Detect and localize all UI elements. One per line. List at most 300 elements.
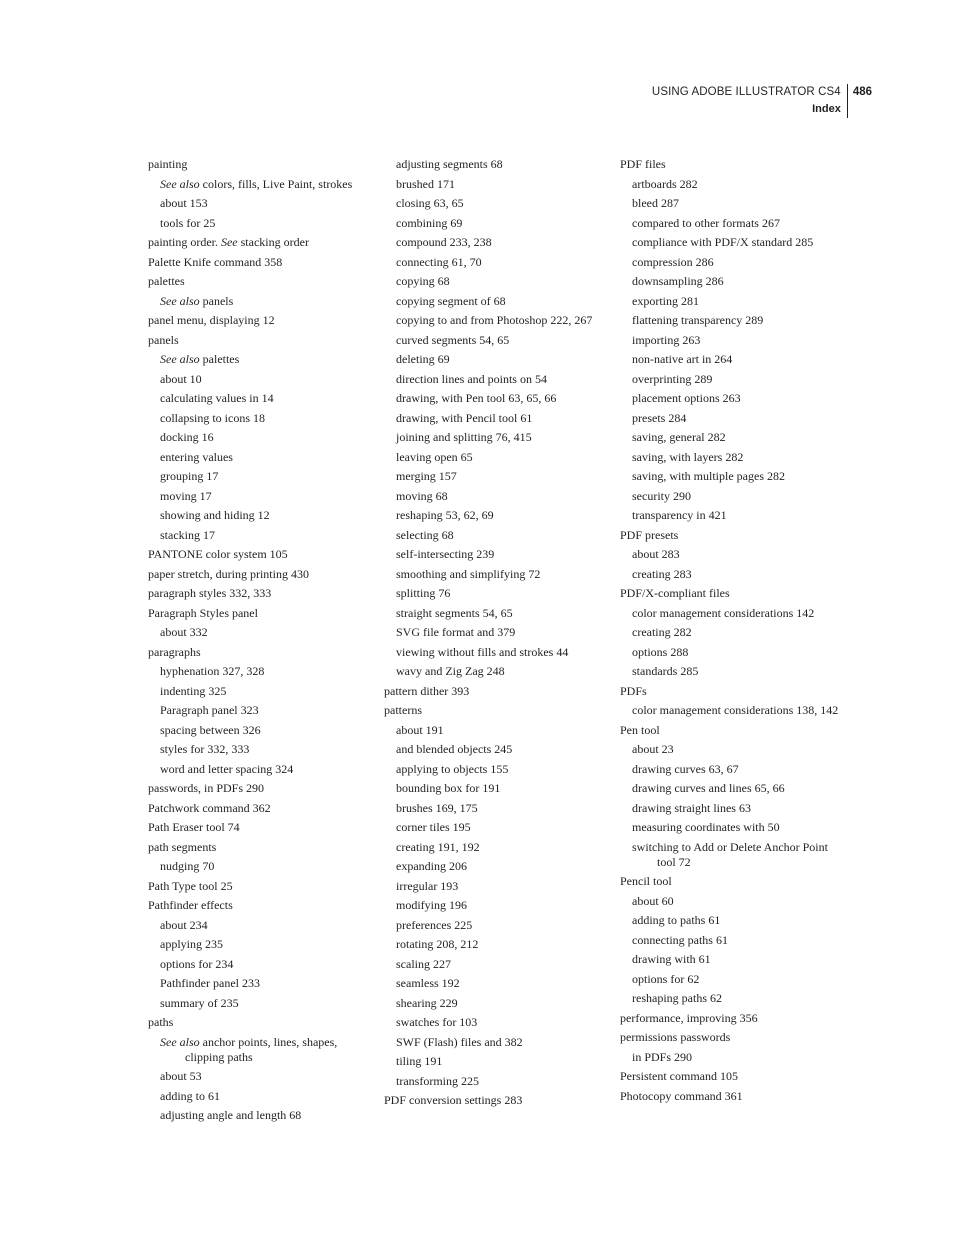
entry-text: Persistent command 105 [620, 1069, 738, 1083]
entry-text: patterns [384, 703, 422, 717]
index-entry [384, 840, 608, 855]
see-label: See [220, 235, 238, 249]
entry-text: Pathfinder panel 233 [160, 976, 260, 990]
entry-text: about 191 [396, 722, 444, 737]
entry-text: corner tiles 195 [396, 820, 471, 834]
index-entry [384, 255, 608, 270]
entry-text: compound 233, 238 [396, 235, 492, 249]
index-entry [384, 294, 608, 309]
entry-text: adjusting segments 68 [396, 157, 503, 171]
index-entry [384, 216, 608, 231]
entry-text: Path Eraser tool 74 [148, 820, 240, 834]
index-entry [384, 177, 608, 192]
entry-text: artboards 282 [632, 176, 698, 191]
index-entry [384, 625, 608, 640]
index-entry [148, 1069, 368, 1084]
entry-text: tools for 25 [160, 215, 216, 230]
index-entry [620, 1089, 844, 1104]
index-entry [148, 723, 368, 738]
index-entry [148, 508, 368, 523]
entry-text: shearing 229 [396, 995, 458, 1010]
entry-text: compared to other formats 267 [632, 215, 780, 230]
index-entry [384, 820, 608, 835]
index-entry [148, 372, 368, 387]
see-also-label: See also [160, 176, 200, 191]
index-entry [148, 547, 368, 562]
index-entry [384, 313, 608, 328]
index-entry [148, 567, 368, 582]
index-entry [384, 586, 608, 601]
index-entry [620, 450, 844, 465]
entry-text: brushed 171 [396, 176, 455, 191]
index-entry [148, 430, 368, 445]
entry-text: styles for 332, 333 [160, 742, 250, 756]
index-entry [148, 606, 368, 621]
index-entry [148, 820, 368, 835]
index-entry [620, 684, 844, 699]
entry-text: nudging 70 [160, 859, 215, 873]
entry-text: permissions passwords [620, 1030, 731, 1044]
entry-text: drawing with 61 [632, 952, 711, 966]
entry-text: SVG file format and 379 [396, 625, 516, 639]
entry-text: applying 235 [160, 937, 223, 951]
entry-text: scaling 227 [396, 956, 451, 971]
index-entry [384, 411, 608, 426]
index-entry [620, 820, 844, 835]
entry-text: pattern dither 393 [384, 683, 470, 698]
index-entry [148, 801, 368, 816]
entry-text: measuring coordinates with 50 [632, 820, 780, 834]
entry-text: about 234 [160, 917, 208, 932]
entry-text: creating 282 [632, 625, 692, 639]
index-entry [384, 528, 608, 543]
index-entry [148, 1108, 368, 1123]
index-entry [620, 567, 844, 582]
index-entry [384, 274, 608, 289]
index-entry [620, 352, 844, 367]
index-entry [384, 781, 608, 796]
entry-text: indenting 325 [160, 683, 227, 698]
entry-text: and blended objects 245 [396, 742, 513, 756]
entry-text: presets 284 [632, 410, 687, 425]
index-entry [384, 859, 608, 874]
index-entry [620, 411, 844, 426]
entry-text: PDFs [620, 683, 647, 698]
entry-text: compression 286 [632, 254, 714, 269]
index-entry [148, 742, 368, 757]
entry-text: merging 157 [396, 469, 457, 483]
index-entry [620, 781, 844, 796]
index-entry [620, 762, 844, 777]
entry-text: anchor points, lines, shapes, clipping paths [185, 1034, 338, 1064]
entry-text: smoothing and simplifying 72 [396, 566, 541, 581]
entry-text: reshaping 53, 62, 69 [396, 508, 494, 522]
index-entry [620, 1030, 844, 1045]
index-entry [620, 1050, 844, 1065]
index-entry [384, 645, 608, 660]
entry-text: exporting 281 [632, 293, 699, 308]
index-entry [384, 567, 608, 582]
index-entry [620, 177, 844, 192]
index-entry [148, 313, 368, 328]
index-entry [620, 235, 844, 250]
entry-text: copying to and from Photoshop 222, 267 [396, 313, 593, 327]
index-entry [620, 723, 844, 738]
entry-text: standards 285 [632, 664, 699, 678]
entry-text: bleed 287 [632, 196, 679, 210]
index-entry [384, 430, 608, 445]
entry-text: drawing, with Pen tool 63, 65, 66 [396, 391, 557, 405]
index-column-3 [620, 157, 844, 1108]
entry-text: grouping 17 [160, 469, 219, 483]
index-entry [384, 157, 608, 172]
entry-text: panels [148, 332, 179, 347]
index-entry [148, 976, 368, 991]
index-entry [384, 391, 608, 406]
see-also-label: See also [160, 1034, 200, 1049]
index-entry [620, 294, 844, 309]
entry-text: word and letter spacing 324 [160, 761, 294, 776]
entry-text: stacking 17 [160, 527, 215, 542]
index-entry [148, 352, 368, 367]
entry-text: summary of 235 [160, 995, 239, 1010]
index-entry [384, 235, 608, 250]
entry-text: modifying 196 [396, 898, 467, 912]
entry-text: Photocopy command 361 [620, 1088, 743, 1103]
index-entry [148, 489, 368, 504]
index-entry [148, 703, 368, 718]
entry-text: panels [199, 293, 234, 308]
index-entry [620, 645, 844, 660]
index-entry [148, 411, 368, 426]
entry-text: tiling 191 [396, 1054, 443, 1068]
index-entry [384, 606, 608, 621]
index-entry [620, 528, 844, 543]
index-entry [384, 489, 608, 504]
entry-text: PDF conversion settings 283 [384, 1093, 523, 1107]
see-also-label: See also [160, 352, 200, 366]
index-entry [620, 972, 844, 987]
index-entry [148, 918, 368, 933]
index-entry [148, 879, 368, 894]
index-entry [148, 177, 368, 192]
page-number: 486 [852, 86, 872, 98]
entry-text: palettes [148, 274, 185, 288]
index-entry [620, 508, 844, 523]
entry-text: viewing without fills and strokes 44 [396, 644, 569, 659]
index-entry [620, 894, 844, 909]
index-entry [620, 952, 844, 967]
entry-text: Paragraph Styles panel [148, 605, 258, 620]
entry-text: flattening transparency 289 [632, 313, 764, 327]
index-entry [148, 840, 368, 855]
entry-text: options for 234 [160, 956, 234, 971]
entry-text: about 60 [632, 893, 674, 908]
index-entry [620, 489, 844, 504]
entry-text: combining 69 [396, 215, 463, 230]
index-entry [384, 1035, 608, 1050]
index-entry [384, 703, 608, 718]
entry-text: Path Type tool 25 [148, 878, 233, 893]
entry-text: calculating values in 14 [160, 391, 274, 405]
index-entry [148, 157, 368, 172]
entry-text: moving 17 [160, 488, 212, 503]
index-entry [620, 586, 844, 601]
index-entry [620, 606, 844, 621]
index-entry [384, 898, 608, 913]
index-entry [148, 1089, 368, 1104]
entry-text: adding to paths 61 [632, 913, 721, 927]
entry-text: direction lines and points on 54 [396, 371, 547, 386]
entry-text: curved segments 54, 65 [396, 332, 510, 347]
index-entry [620, 274, 844, 289]
index-entry [384, 372, 608, 387]
entry-text: wavy and Zig Zag 248 [396, 664, 505, 678]
index-entry [384, 723, 608, 738]
index-entry [384, 664, 608, 679]
index-entry [384, 684, 608, 699]
entry-text: painting order. [148, 235, 221, 249]
index-entry [148, 1035, 368, 1065]
entry-text: reshaping paths 62 [632, 991, 722, 1005]
index-entry [384, 918, 608, 933]
index-entry [384, 508, 608, 523]
entry-text: showing and hiding 12 [160, 508, 270, 522]
entry-text: switching to Add or Delete Anchor Point tool 72 [632, 839, 828, 869]
entry-text: PANTONE color system 105 [148, 547, 288, 561]
entry-text: transparency in 421 [632, 508, 727, 522]
entry-text: PDF presets [620, 527, 679, 542]
entry-text: color management considerations 138, 142 [632, 703, 839, 717]
entry-text: paragraphs [148, 644, 201, 659]
index-entry [620, 933, 844, 948]
entry-text: Pathfinder effects [148, 898, 233, 912]
entry-text: PDF/X-compliant files [620, 586, 730, 600]
index-entry [148, 586, 368, 601]
entry-text: drawing curves and lines 65, 66 [632, 781, 785, 795]
entry-text: paper stretch, during printing 430 [148, 566, 309, 581]
entry-text: creating 191, 192 [396, 839, 480, 854]
entry-text: hyphenation 327, 328 [160, 664, 265, 678]
index-entry [384, 976, 608, 991]
entry-text: transforming 225 [396, 1073, 479, 1088]
index-entry [620, 430, 844, 445]
index-entry [148, 684, 368, 699]
index-entry [620, 372, 844, 387]
entry-text: copying 68 [396, 274, 450, 288]
entry-text: brushes 169, 175 [396, 800, 478, 815]
index-entry [620, 313, 844, 328]
index-entry [620, 801, 844, 816]
index-entry [148, 1015, 368, 1030]
index-entry [384, 469, 608, 484]
entry-text: non-native art in 264 [632, 352, 733, 366]
entry-text: stacking order [237, 235, 309, 249]
entry-text: joining and splitting 76, 415 [396, 430, 532, 444]
index-entry [384, 879, 608, 894]
index-entry [384, 1093, 608, 1108]
index-entry [384, 957, 608, 972]
index-entry [148, 391, 368, 406]
entry-text: saving, with layers 282 [632, 449, 744, 464]
entry-text: closing 63, 65 [396, 196, 464, 210]
entry-text: overprinting 289 [632, 371, 713, 386]
entry-text: Patchwork command 362 [148, 800, 271, 815]
entry-text: rotating 208, 212 [396, 937, 479, 951]
entry-text: connecting 61, 70 [396, 254, 482, 269]
entry-text: saving, general 282 [632, 430, 726, 444]
entry-text: Pencil tool [620, 874, 672, 888]
index-entry [620, 874, 844, 889]
index-entry [384, 196, 608, 211]
index-column-2 [384, 157, 608, 1113]
index-entry [384, 352, 608, 367]
entry-text: drawing curves 63, 67 [632, 761, 739, 776]
index-entry [148, 937, 368, 952]
entry-text: paragraph styles 332, 333 [148, 586, 272, 600]
index-entry [620, 664, 844, 679]
entry-text: copying segment of 68 [396, 293, 506, 308]
entry-text: Paragraph panel 323 [160, 703, 259, 717]
index-entry [148, 762, 368, 777]
entry-text: SWF (Flash) files and 382 [396, 1034, 523, 1049]
entry-text: downsampling 286 [632, 274, 724, 288]
running-header [652, 84, 872, 118]
entry-text: options 288 [632, 644, 689, 659]
index-entry [148, 625, 368, 640]
header-text [652, 84, 847, 118]
entry-text: about 53 [160, 1069, 202, 1083]
index-entry [620, 196, 844, 211]
entry-text: passwords, in PDFs 290 [148, 781, 265, 795]
index-entry [148, 255, 368, 270]
index-entry [148, 196, 368, 211]
index-entry [620, 1069, 844, 1084]
entry-text: adjusting angle and length 68 [160, 1108, 302, 1122]
entry-text: selecting 68 [396, 527, 454, 542]
entry-text: docking 16 [160, 430, 214, 444]
entry-text: applying to objects 155 [396, 761, 509, 776]
entry-text: leaving open 65 [396, 449, 473, 464]
index-entry [620, 391, 844, 406]
index-entry [620, 840, 844, 870]
index-entry [620, 703, 844, 718]
index-entry [620, 625, 844, 640]
entry-text: in PDFs 290 [632, 1049, 693, 1064]
entry-text: security 290 [632, 488, 691, 503]
entry-text: Palette Knife command 358 [148, 254, 283, 269]
section-title: Index [812, 103, 841, 115]
index-entry [620, 547, 844, 562]
entry-text: creating 283 [632, 566, 692, 581]
entry-text: saving, with multiple pages 282 [632, 469, 785, 483]
entry-text: about 153 [160, 196, 208, 210]
entry-text: panel menu, displaying 12 [148, 313, 275, 327]
entry-text: preferences 225 [396, 917, 473, 932]
index-entry [148, 957, 368, 972]
entry-text: collapsing to icons 18 [160, 410, 265, 425]
index-column-1 [148, 157, 368, 1128]
index-entry [148, 235, 368, 250]
index-entry [148, 274, 368, 289]
entry-text: path segments [148, 839, 217, 854]
index-entry [384, 742, 608, 757]
entry-text: about 332 [160, 625, 208, 639]
entry-text: PDF files [620, 157, 666, 171]
index-entry [148, 645, 368, 660]
entry-text: spacing between 326 [160, 722, 261, 737]
entry-text: color management considerations 142 [632, 605, 815, 620]
see-also-label: See also [160, 293, 200, 308]
entry-text: options for 62 [632, 971, 700, 986]
index-entry [148, 450, 368, 465]
index-entry [620, 742, 844, 757]
entry-text: connecting paths 61 [632, 932, 728, 947]
entry-text: about 283 [632, 547, 680, 561]
entry-text: importing 263 [632, 332, 701, 347]
entry-text: painting [148, 157, 188, 171]
index-entry [148, 294, 368, 309]
index-entry [384, 762, 608, 777]
entry-text: moving 68 [396, 488, 448, 503]
entry-text: about 10 [160, 371, 202, 386]
index-entry [384, 1015, 608, 1030]
entry-text: splitting 76 [396, 586, 451, 600]
index-entry [148, 528, 368, 543]
entry-text: irregular 193 [396, 878, 459, 893]
index-entry [620, 333, 844, 348]
index-entry [148, 859, 368, 874]
entry-text: bounding box for 191 [396, 781, 501, 795]
index-entry [148, 333, 368, 348]
entry-text: adding to 61 [160, 1088, 220, 1103]
index-entry [384, 1054, 608, 1069]
entry-text: Pen tool [620, 722, 660, 737]
index-entry [148, 996, 368, 1011]
index-entry [384, 547, 608, 562]
entry-text: about 23 [632, 742, 674, 756]
index-entry [148, 664, 368, 679]
index-entry [384, 801, 608, 816]
index-entry [620, 913, 844, 928]
entry-text: palettes [199, 352, 240, 366]
entry-text: expanding 206 [396, 859, 467, 873]
index-entry [384, 450, 608, 465]
entry-text: paths [148, 1015, 174, 1029]
index-entry [148, 781, 368, 796]
index-entry [620, 1011, 844, 1026]
index-entry [384, 333, 608, 348]
index-entry [620, 991, 844, 1006]
index-entry [620, 469, 844, 484]
entry-text: entering values [160, 449, 233, 464]
entry-text: performance, improving 356 [620, 1010, 758, 1025]
index-entry [620, 255, 844, 270]
entry-text: drawing straight lines 63 [632, 800, 751, 815]
entry-text: drawing, with Pencil tool 61 [396, 410, 533, 425]
entry-text: deleting 69 [396, 352, 450, 366]
index-entry [384, 937, 608, 952]
index-entry [148, 469, 368, 484]
index-entry [148, 898, 368, 913]
book-title: USING ADOBE ILLUSTRATOR CS4 [651, 86, 841, 98]
index-entry [384, 1074, 608, 1089]
entry-text: seamless 192 [396, 976, 460, 990]
entry-text: colors, fills, Live Paint, strokes [199, 176, 353, 191]
index-entry [620, 157, 844, 172]
entry-text: self-intersecting 239 [396, 547, 495, 561]
index-entry [384, 996, 608, 1011]
